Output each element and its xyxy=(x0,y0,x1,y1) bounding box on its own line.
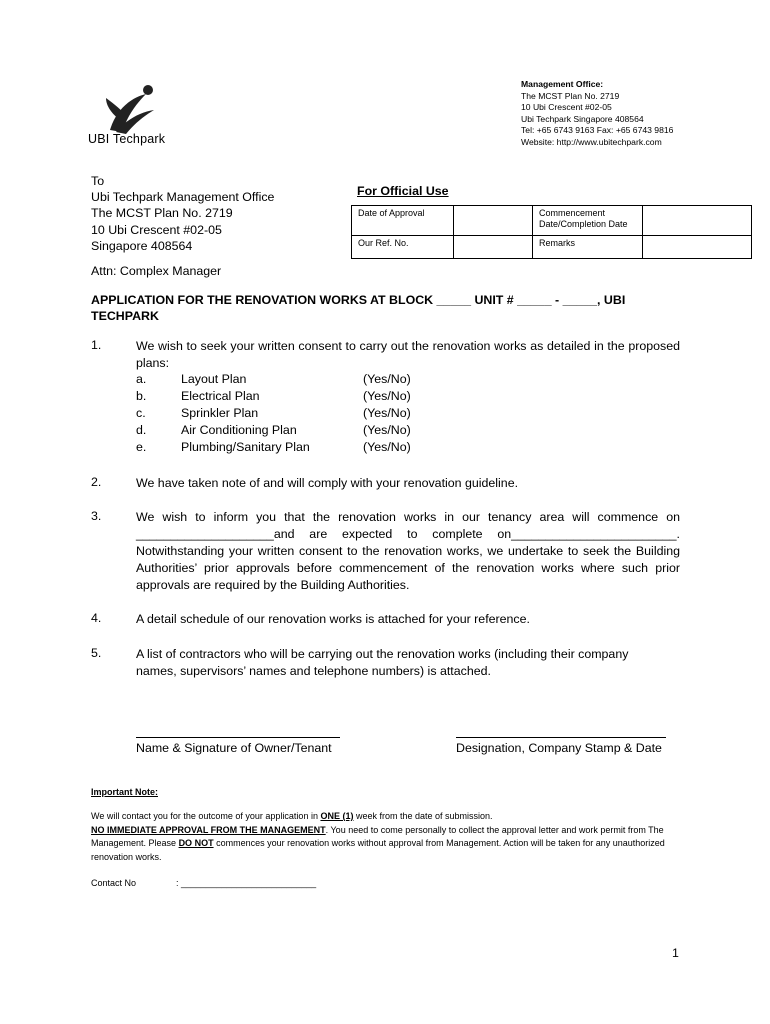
item-number: 2. xyxy=(91,475,102,489)
management-office-line: The MCST Plan No. 2719 xyxy=(521,90,620,101)
contact-field[interactable] xyxy=(91,878,316,888)
plan-option: (Yes/No) xyxy=(363,406,411,420)
commencement-field[interactable] xyxy=(643,206,752,236)
addressee-line: 10 Ubi Crescent #02-05 xyxy=(91,222,222,237)
plan-option: (Yes/No) xyxy=(363,372,411,386)
item-text: A list of contractors who will be carrying out the renovation works (including their company names, supervisors’ names and telephone numbers) is attached. xyxy=(136,647,629,678)
plan-letter: a. xyxy=(136,372,147,386)
plan-name: Electrical Plan xyxy=(181,389,260,403)
signature-label-designation: Designation, Company Stamp & Date xyxy=(456,741,662,755)
management-office-line: Tel: +65 6743 9163 Fax: +65 6743 9816 xyxy=(521,125,674,136)
remarks-label: Remarks xyxy=(533,236,643,259)
addressee-line: Ubi Techpark Management Office xyxy=(91,190,275,205)
addressee-line: Singapore 408564 xyxy=(91,238,193,253)
management-office-line: Website: http://www.ubitechpark.com xyxy=(521,136,662,147)
page-number: 1 xyxy=(672,946,679,960)
attention-line: Attn: Complex Manager xyxy=(91,264,222,278)
item-number: 5. xyxy=(91,646,102,660)
item-text: We have taken note of and will comply with your renovation guideline. xyxy=(136,476,519,490)
plan-option: (Yes/No) xyxy=(363,440,411,454)
plan-name: Layout Plan xyxy=(181,372,247,386)
plan-letter: c. xyxy=(136,406,146,420)
addressee-block xyxy=(91,173,274,254)
item-number: 1. xyxy=(91,338,102,352)
addressee-line: To xyxy=(91,174,105,188)
remarks-field[interactable] xyxy=(643,236,752,259)
commencement-label: Commencement Date/Completion Date xyxy=(533,206,643,236)
signature-line-designation[interactable] xyxy=(456,737,666,738)
signature-label-owner: Name & Signature of Owner/Tenant xyxy=(136,741,332,755)
management-office-block xyxy=(521,79,673,149)
contact-value: : ___________________________ xyxy=(176,878,317,888)
plan-option: (Yes/No) xyxy=(363,389,411,403)
plan-option: (Yes/No) xyxy=(363,423,411,437)
plan-name: Sprinkler Plan xyxy=(181,406,259,420)
item-text: We wish to inform you that the renovation works in our tenancy area will commence on ____________________and are expected to complete on________________________. Notwithstanding your written consent to the renovation works, we undertake to seek the Building Authorities’ prior approvals before commencement of the renovation works where such prior approvals are required by the Building Authorities. xyxy=(136,510,680,592)
item-text: A detail schedule of our renovation works is attached for your reference. xyxy=(136,612,530,626)
item-number: 3. xyxy=(91,509,102,523)
management-office-line: 10 Ubi Crescent #02-05 xyxy=(521,102,612,113)
management-office-title: Management Office: xyxy=(521,79,604,89)
plan-letter: d. xyxy=(136,423,147,437)
important-note-text: We will contact you for the outcome of your application in ONE (1) week from the date of submission. NO IMMEDIATE APPROVAL FROM THE MANAGEMENT. You need to come personally to collect the approval letter and work permit from The Management. Please DO NOT commences your renovation works without approval from Management. Action will be taken for any unauthorized renovation works. xyxy=(91,811,665,862)
important-note-title: Important Note: xyxy=(91,787,158,797)
plan-name: Plumbing/Sanitary Plan xyxy=(181,440,310,454)
our-ref-field[interactable] xyxy=(454,236,533,259)
plan-name: Air Conditioning Plan xyxy=(181,423,297,437)
contact-label: Contact No xyxy=(91,878,137,888)
official-use-title: For Official Use xyxy=(357,184,449,198)
item-text: We wish to seek your written consent to carry out the renovation works as detailed in the proposed plans: xyxy=(136,339,680,370)
official-use-table xyxy=(351,205,752,259)
application-heading: APPLICATION FOR THE RENOVATION WORKS AT BLOCK _____ UNIT # _____ - _____, UBI TECHPARK xyxy=(91,293,626,323)
addressee-line: The MCST Plan No. 2719 xyxy=(91,206,233,221)
plan-letter: e. xyxy=(136,440,147,454)
plan-letter: b. xyxy=(136,389,147,403)
date-of-approval-label: Date of Approval xyxy=(352,206,454,236)
our-ref-label: Our Ref. No. xyxy=(352,236,454,259)
item-number: 4. xyxy=(91,611,102,625)
management-office-line: Ubi Techpark Singapore 408564 xyxy=(521,113,644,124)
logo-text: UBI Techpark xyxy=(88,132,166,146)
date-of-approval-field[interactable] xyxy=(454,206,533,236)
signature-line-owner[interactable] xyxy=(136,737,340,738)
